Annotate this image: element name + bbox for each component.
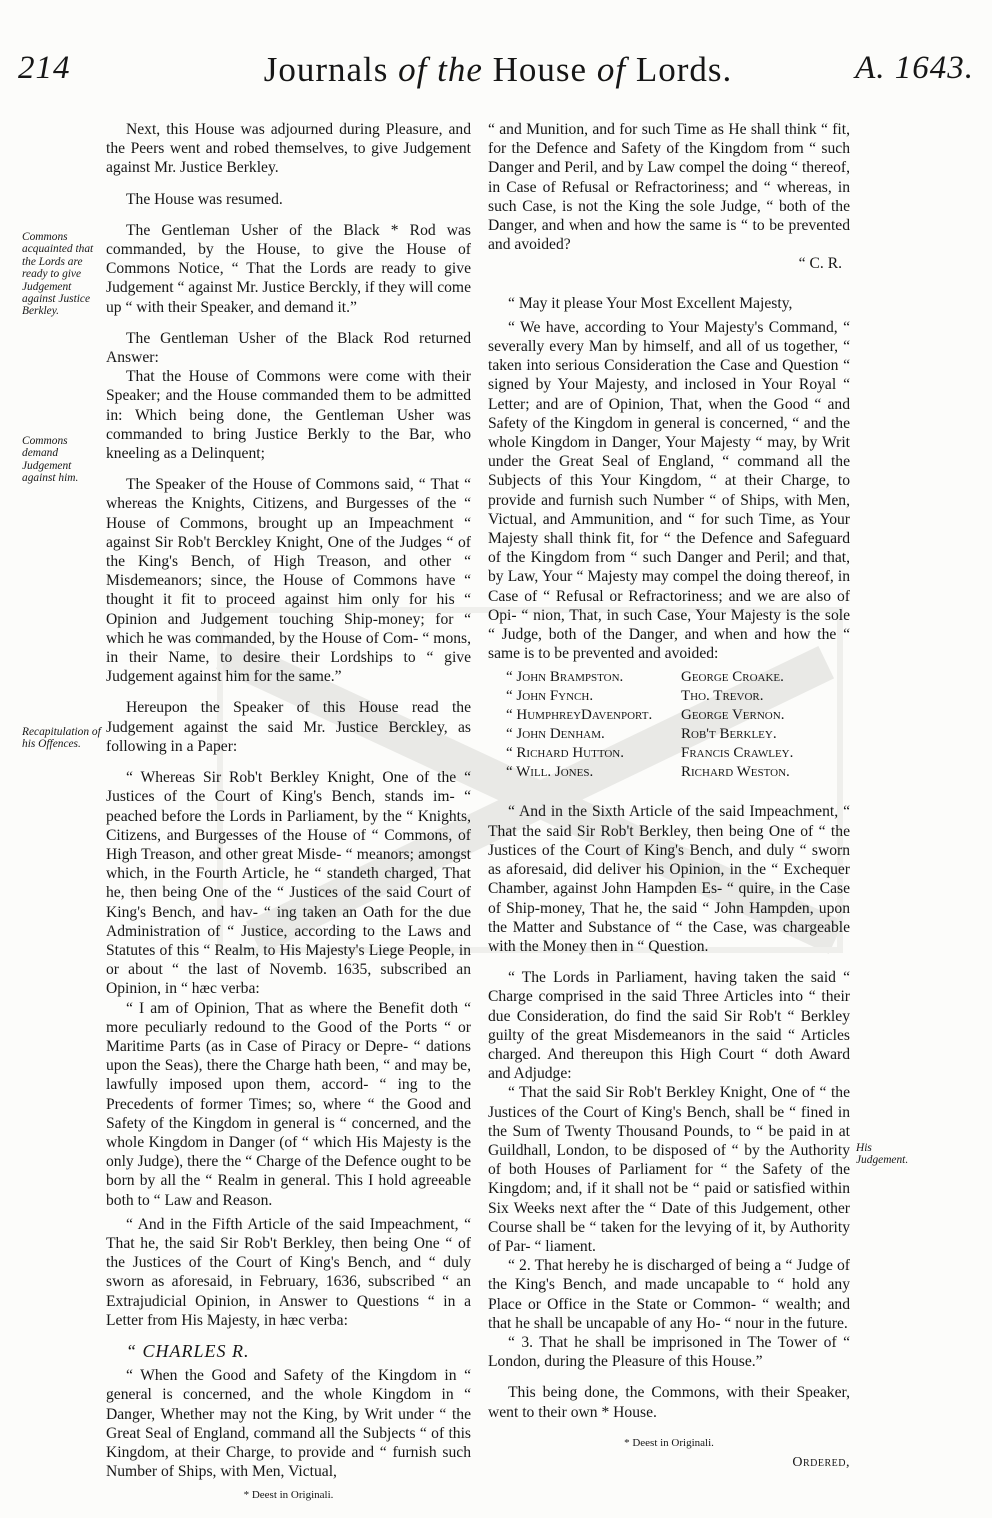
royal-signature-heading: “ CHARLES R. <box>126 1340 250 1361</box>
paragraph: “ When the Good and Safety of the Kingdom in “ general is concerned, and the whole Kingdom in “ Danger, Whether may not the King, by Writ under “ the Great Seal of England, command all the Subjects “ of this Kingdom, at their Charge, to provide and “ furnish such Number of Ships, with Men, Victual, <box>106 1367 471 1481</box>
paragraph: That the House of Commons were come with their Speaker; and the House commanded them to be admitted in: Which being done, the Gentleman Usher was commanded to bring Justice Berkly to the Bar, who kneeling as a Delinquent; <box>106 368 471 463</box>
margin-note-commons-demand: Commons demand Judgement against him. <box>22 435 79 485</box>
title-word-house: House <box>492 50 588 89</box>
footnote: * Deest in Originali. <box>243 1489 334 1502</box>
paragraph: Next, this House was adjourned during Pleasure, and the Peers went and robed themselves, to give Judgement against Mr. Justice Berkley. <box>106 121 471 177</box>
margin-note-commons-acquainted: Commons acquainted that the Lords are ready to give Judgement against Justice Berkley. <box>22 231 94 318</box>
running-title <box>18 50 978 90</box>
page-number: 214 <box>18 50 71 86</box>
paragraph: “ We have, according to Your Majesty's Command, “ severally every Man by himself, and all of us together, “ taken into serious Consideration the Case and Question “ signed by Your Majesty, and inclosed in Your Royal “ Letter; and are of Opinion, That, when the Good “ and Safety of the Kingdom in general is concerned, “ and the whole Kingdom in Danger, Your Majesty “ may, by Writ under the Great Seal of England, “ command all the Subjects of this Your Kingdom, “ at their Charge, to provide and furnish such Number “ of Ships, with Men, Victual, and Ammunition, and “ for such Time, as Your Majesty shall think fit, for “ the Defence and Safeguard of the Kingdom from “ such Danger and Peril; and that, by Law, Your “ Majesty may compel the doing thereof, in Case of “ Refusal or Refractoriness; and we are also of Opi- “ nion, That, in such Case, Your Majesty is the sole “ Judge, both of the Danger, and when and how the “ same is to be prevented and avoided: <box>488 318 850 663</box>
title-word-journals: Journals <box>263 50 389 89</box>
paragraph: Hereupon the Speaker of this House read the Judgement against the said Mr. Justice Berckley, as following in a Paper: <box>106 699 471 755</box>
title-word-the: the <box>437 50 483 89</box>
signature: Tho. Trevor. <box>681 688 764 705</box>
judges-signatures <box>488 668 850 782</box>
signature: George Croake. <box>681 669 784 686</box>
paragraph: The Gentleman Usher of the Black Rod returned Answer: <box>106 329 471 367</box>
left-column <box>106 120 471 1506</box>
paragraph: “ 2. That hereby he is discharged of being a “ Judge of the King's Bench, and made uncapable to “ hold any Place or Office in the State or Common- “ wealth; and that he shall be uncapable of any Ho- “ nour in the future. <box>488 1257 850 1332</box>
margin-note-recapitulation: Recapitulation of his Offences. <box>22 726 101 751</box>
right-column <box>488 120 850 1472</box>
title-word-of-2: of <box>596 50 627 89</box>
signature: “ HumphreyDavenport. <box>506 707 653 724</box>
salutation: “ May it please Your Most Excellent Majesty, <box>508 294 793 312</box>
margin-note-his-judgement: His Judgement. <box>856 1142 909 1167</box>
paragraph: “ Whereas Sir Rob't Berkley Knight, One of the “ Justices of the Court of King's Bench, stands im- “ peached before the Lords in Parliament, by the “ Knights, Citizens, and Burgesses of the House of “ Commons, of High Treason, and other great Misde- “ meanors; amongst which, in the Fourth Article, he “ standeth charged, That he, then being One of the “ Justices of the said Court of King's Bench, and hav- “ ing taken an Oath for the due Administration of “ Justice, according to the Laws and Statutes of this “ Realm, to His Majesty's Liege People, in or about “ the last of Novemb. 1635, subscribed an Opinion, in “ hæc verba: <box>106 769 471 998</box>
paragraph: The House was resumed. <box>126 190 283 208</box>
paragraph: “ and Munition, and for such Time as He shall think “ fit, for the Defence and Safety of the Kingdom from “ such Danger and Peril, and by Law compel the doing “ thereof, in Case of Refusal or Refractoriness; and “ whereas, in such Case, is not the King the sole Judge, “ both of the Danger, and when and how the same is “ to be prevented and avoided? <box>488 121 850 254</box>
signature: Richard Weston. <box>681 764 790 781</box>
signature: Francis Crawley. <box>681 745 794 762</box>
signature: “ Will. Jones. <box>506 764 594 781</box>
paragraph: “ And in the Sixth Article of the said Impeachment, “ That the said Sir Rob't Berkley, then being One of “ the Justices of the Court of King's Bench, and duly “ sworn as aforesaid, did deliver his Opinion, in the “ Exchequer Chamber, against John Hampden Es- “ quire, in the Case of Ship-money, That he, the said “ John Hampden, upon the Matter and Substance of “ the Case, was chargeable with the Money then in “ Question. <box>488 803 850 955</box>
signature: “ Richard Hutton. <box>506 745 624 762</box>
year-heading: A. 1643. <box>855 50 974 86</box>
paragraph: The Speaker of the House of Commons said, “ That “ whereas the Knights, Citizens, and Burgesses of the “ House of Commons, brought up an Impeachment “ against Sir Rob't Berckley Knight, One of the Judges “ of the King's Bench, of High Treason, and other “ Misdemeanors; since, the House of Commons have “ thought it fit to proceed against him only for his “ Opinion and Judgement touching Ship-money; for “ which he was commanded, by the House of Com- “ mons, in their Name, to desire their Lordships to “ give Judgement against him for the same.” <box>106 476 471 686</box>
paragraph: “ 3. That he shall be imprisoned in The Tower of “ London, during the Pleasure of this House.” <box>488 1333 850 1371</box>
paragraph: “ And in the Fifth Article of the said Impeachment, “ That he, the said Sir Rob't Berkley, then being One “ of the Justices of the Court of King's Bench, and “ duly sworn as aforesaid, in February, 1636, subscribed “ an Extrajudicial Opinion, in Answer to Questions “ in a Letter from His Majesty, in hæc verba: <box>106 1215 471 1329</box>
signature: “ John Denham. <box>506 726 605 743</box>
catchword: Ordered, <box>792 1454 850 1470</box>
paragraph: “ I am of Opinion, That as where the Benefit doth “ more peculiarly redound to the Good of the Ports “ or Maritime Parts (as in Case of Piracy or Depre- “ dations upon the Seas), there the Charge hath been, “ and may be, lawfully imposed upon them, accord- “ ing to the Precedents of former Times; so, where “ the Good and Safety of the Kingdom in general is “ concerned, and the whole Kingdom in Danger (of “ which His Majesty is the only Judge), there the “ Charge of the Defence ought to be born by all the “ Realm in general. This I hold agreeable both to “ Law and Reason. <box>106 999 471 1209</box>
footnote: * Deest in Originali. <box>624 1436 714 1449</box>
signature: “ John Fynch. <box>506 688 594 705</box>
paragraph: “ That the said Sir Rob't Berkley Knight, One of “ the Justices of the Court of King's Bench, shall be “ fined in the Sum of Twenty Thousand Pounds, to “ be paid in at Guildhall, London, to be disposed of “ by the Authority of both Houses of Parliament for “ the Safety of the Kingdom; and, if it shall not be “ paid or satisfied within Six Weeks next after the “ Date of this Judgement, other Course shall be “ taken for the levying of it, by Authority of Par- “ liament. <box>488 1084 850 1255</box>
signature: George Vernon. <box>681 707 785 724</box>
paragraph: The Gentleman Usher of the Black * Rod was commanded, by the House, to give the House of Commons Notice, “ That the Lords are ready to give Judgement “ against Mr. Justice Berckly, if they will come up “ with their Speaker, and demand it.” <box>106 221 471 316</box>
running-header <box>18 50 978 100</box>
paragraph: “ The Lords in Parliament, having taken the said “ Charge comprised in the said Three Articles into “ their due Consideration, do find the said Sir Rob't “ Berkley guilty of the great Misdemeanors in the said “ Articles charged. And thereupon this High Court “ doth Award and Adjudge: <box>488 969 850 1083</box>
paragraph: This being done, the Commons, with their Speaker, went to their own * House. <box>488 1384 850 1421</box>
title-word-of: of <box>398 50 428 89</box>
title-word-lords: Lords. <box>635 50 733 89</box>
signature: “ John Brampston. <box>506 669 624 686</box>
signature: Rob't Berkley. <box>681 726 777 743</box>
royal-initials: “ C. R. <box>798 255 842 273</box>
